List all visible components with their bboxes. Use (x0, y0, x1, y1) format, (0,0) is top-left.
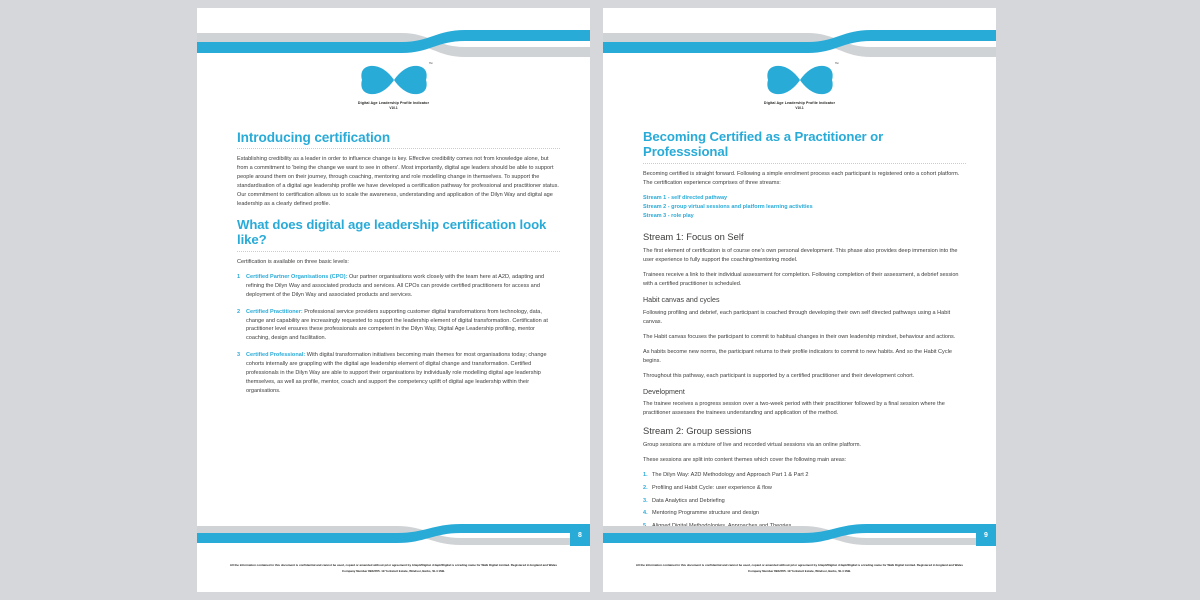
subheading-stream-1: Stream 1: Focus on Self (643, 230, 744, 242)
list-item (237, 308, 560, 344)
footer-wave-banner (603, 524, 996, 546)
page-number-badge: 9 (976, 524, 996, 546)
stream-link-1[interactable]: Stream 1 - self directed pathway (643, 194, 728, 201)
list-item-text: Professional service providers supporting customer digital transformations from technology, data, change and capability are increasingly requested to support the leadership element of digital transformation. Certification at practitioner level ensures these professionals are competent in the Dilyn Way, Digital Age Leadership profiling, mentor coaching, design and facilitation. (246, 308, 548, 342)
logo-block-right (603, 62, 996, 110)
trademark-icon: ™ (428, 61, 433, 66)
list-item: The Dilyn Way: A2D Methodology and Approach Part 1 & Part 2 (652, 472, 809, 479)
stream1-paragraph-1: The first element of certification is of course one's own personal development. This phase also provides deep immersion into the user experience to fully support the coaching/mentoring model. (643, 248, 958, 264)
stream-link-3[interactable]: Stream 3 - role play (643, 213, 694, 220)
brand-logo-icon (360, 61, 433, 98)
logo-caption: Digital Age Leadership Profile Indicator (357, 101, 430, 105)
header-wave-banner (603, 30, 996, 58)
logo-version: V10.1 (795, 106, 804, 111)
stream1-paragraph-2: Trainees receive a link to their individual assessment for completion. Following completion of their assessment, a debrief session with a certified practitioner is scheduled. (643, 272, 959, 288)
habit-paragraph-2: The Habit canvas focuses the participant to commit to habitual changes in their own leadership mindset, behaviour and actions. (643, 333, 956, 340)
subheading-stream-2: Stream 2: Group sessions (643, 424, 752, 436)
subheading-habit-canvas: Habit canvas and cycles (643, 296, 720, 305)
certification-levels-list (237, 273, 560, 397)
brand-logo-icon (766, 61, 839, 98)
legal-notice: All the information contained in this document is confidential and cannot be used, copied or amended without prior agreement by A4apt2Digital. A4apt2Digital is a trading name for Walk Digital Limited. Registered in England and Wales Company Number 8932455. 19 Yorkstart Estate, Windsor, Berks, SL4 1SB. (635, 563, 964, 573)
stream2-paragraph-2: These sessions are split into content themes which cover the following main areas: (643, 457, 847, 464)
list-item-label: Certified Partner Organisations (CPO): (246, 273, 348, 280)
heading-divider (237, 148, 560, 149)
intro-paragraph: Establishing credibility as a leader in order to influence change is key. Effective credibility comes not from knowledge alone, but from a commitment to 'being the change we want to see in others'. Most importantly, digital age leaders should be able to support people around them on their journey, through coaching, mentoring and role modelling change in themselves. To support the standardisation of a digital age leadership profile we have developed a certification pathway for professional and practitioner status. Our commitment to certification allows us to scale the awareness, understanding and application of the Dilyn Way and digital age leadership as a clearly defined profile. (237, 156, 559, 208)
habit-paragraph-1: Following profiling and debrief, each participant is coached through developing their own self directed pathways using a Habit canvas. (643, 309, 951, 325)
page-number-badge: 8 (570, 524, 590, 546)
list-item-text: Our partner organisations work closely with the team here at A2D, adapting and refining the Dilyn Way and associated products and services. All CPOs can provide certified practitioners for access and deployment of the Dilyn Way and associated products and services. (246, 273, 545, 298)
heading-divider (237, 251, 560, 252)
list-item: Profiling and Habit Cycle: user experience & flow (652, 484, 772, 491)
stream2-paragraph-1: Group sessions are a mixture of live and recorded virtual sessions via an online platform. (643, 442, 861, 449)
heading-divider (643, 163, 966, 164)
left-content-column (237, 130, 560, 404)
stream2-topics-list (643, 471, 966, 530)
header-wave-banner (197, 30, 590, 58)
section-heading-introducing-certification: Introducing certification (237, 130, 391, 145)
stream-links-group (643, 194, 966, 222)
list-item: Mentoring Programme structure and design (652, 510, 759, 517)
list-item-text: With digital transformation initiatives becoming main themes for most organisations today; change cohorts internally are grappling with the digital age leadership element of digital change and transformation. Certified professionals in the Dilyn Way are able to support their organisations by individually role modelling digital age leadership themselves, as well as profile, mentor, coach and support the competency uplift of digital age leadership within their organisations. (246, 352, 547, 395)
subheading-development: Development (643, 387, 685, 396)
list-item (237, 351, 560, 396)
becoming-certified-intro: Becoming certified is straight forward. Following a simple enrolment process each participant is registered onto a cohort platform. The certification experience comprises of three streams: (643, 170, 960, 186)
habit-paragraph-4: Throughout this pathway, each participant is supported by a certified practitioner and their development cohort. (643, 372, 915, 379)
list-item (237, 273, 560, 300)
section-heading-what-does-certification-look-like: What does digital age leadership certification look like? (237, 217, 547, 247)
right-content-column (643, 130, 966, 535)
page-left (197, 8, 590, 592)
section-heading-becoming-certified: Becoming Certified as a Practitioner or Professsional (643, 129, 884, 159)
development-paragraph: The trainee receives a progress session over a two-week period with their practitioner followed by a final session where the practitioner assesses the trainees understanding and application of the method. (643, 401, 945, 416)
logo-caption: Digital Age Leadership Profile Indicator (763, 101, 836, 105)
habit-paragraph-3: As habits become new norms, the participant returns to their profile indicators to commit to new habits. And so the Habit Cycle begins. (643, 348, 952, 364)
trademark-icon: ™ (834, 61, 839, 66)
certification-levels-lead: Certification is available on three basic levels: (237, 258, 349, 265)
logo-block-left (197, 62, 590, 110)
stream-link-2[interactable]: Stream 2 - group virtual sessions and platform learning activities (643, 203, 813, 210)
footer-wave-banner (197, 524, 590, 546)
list-item-label: Certified Professional: (246, 352, 306, 359)
page-right (603, 8, 996, 592)
list-item: Data Analytics and Debriefing (652, 497, 725, 504)
legal-notice: All the information contained in this document is confidential and cannot be used, copied or amended without prior agreement by A4apt2Digital. A4apt2Digital is a trading name for Walk Digital Limited. Registered in England and Wales Company Number 8932455. 19 Yorkstart Estate, Windsor, Berks, SL4 1SB. (229, 563, 558, 573)
list-item-label: Certified Practitioner: (246, 308, 303, 315)
logo-version: V10.1 (389, 106, 398, 111)
page-gutter (596, 8, 602, 592)
